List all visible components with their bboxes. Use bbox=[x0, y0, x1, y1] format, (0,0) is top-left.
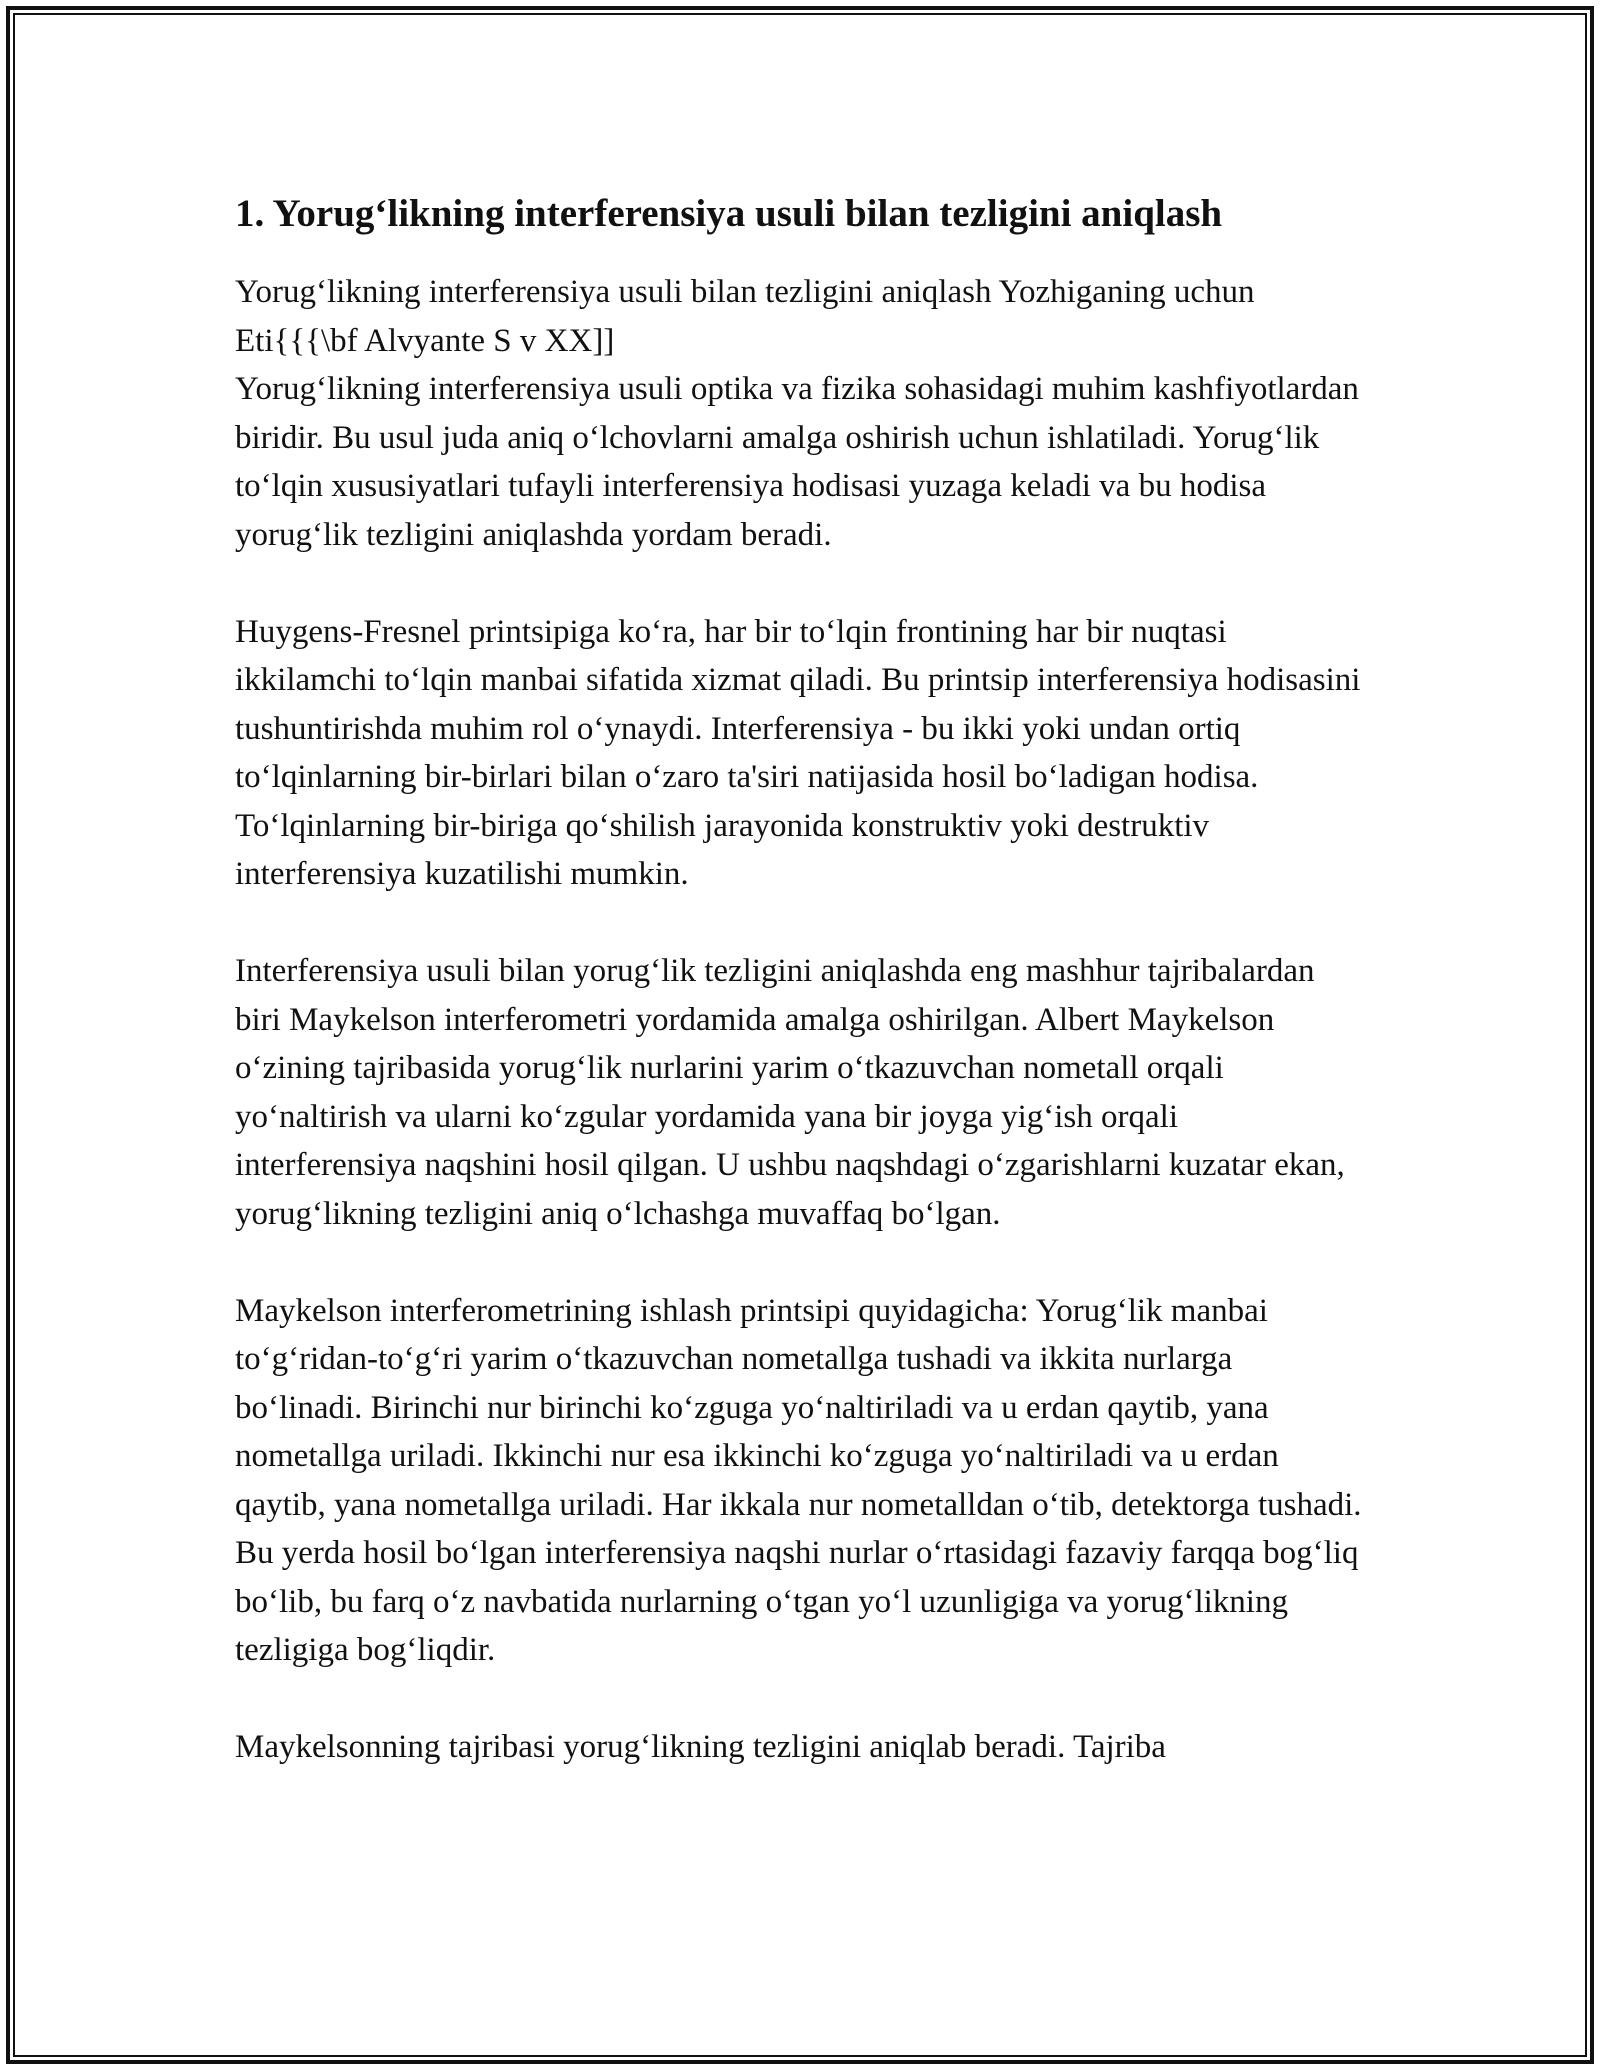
subtitle-line: Yorug‘likning interferensiya usuli bilan tezligini aniqlash Yozhiganing uchun Eti{{{\bf Alvyante S v XX]] bbox=[235, 274, 1255, 359]
paragraph-3: Interferensiya usuli bilan yorug‘lik tezligini aniqlashda eng mashhur tajribalardan biri Maykelson interferometri yordamida amalga oshirilgan. Albert Maykelson o‘zining tajribasida yorug‘lik nurlarini yarim o‘tkazuvchan nometall orqali yo‘naltirish va ularni ko‘zgular yordamida yana bir joyga yig‘ish orqali interferensiya naqshini hosil qilgan. U ushbu naqshdagi o‘zgarishlarni kuzatar ekan, yorug‘likning tezligini aniq o‘lchashga muvaffaq bo‘lgan. bbox=[235, 953, 1345, 1232]
paragraph-5: Maykelsonning tajribasi yorug‘likning tezligini aniqlab beradi. Tajriba bbox=[235, 1729, 1166, 1765]
paragraph-1: Yorug‘likning interferensiya usuli optika va fizika sohasidagi muhim kashfiyotlardan biridir. Bu usul juda aniq o‘lchovlarni amalga oshirish uchun ishlatiladi. Yorug‘lik to‘lqin xususiyatlari tufayli interferensiya hodisasi yuzaga keladi va bu hodisa yorug‘lik tezligini aniqlashda yordam beradi. bbox=[235, 371, 1359, 553]
document-title: 1. Yorug‘likning interferensiya usuli bilan tezligini aniqlash bbox=[235, 192, 1223, 235]
paragraph-2: Huygens-Fresnel printsipiga ko‘ra, har bir to‘lqin frontining har bir nuqtasi ikkilamchi to‘lqin manbai sifatida xizmat qiladi. Bu printsip interferensiya hodisasini tushuntirishda muhim rol o‘ynaydi. Interferensiya - bu ikki yoki undan ortiq to‘lqinlarning bir-birlari bilan o‘zaro ta'siri natijasida hosil bo‘ladigan hodisa. To‘lqinlarning bir-biriga qo‘shilish jarayonida konstruktiv yoki destruktiv interferensiya kuzatilishi mumkin. bbox=[235, 613, 1361, 892]
paragraph-4: Maykelson interferometrining ishlash printsipi quyidagicha: Yorug‘lik manbai to‘g‘ridan-to‘g‘ri yarim o‘tkazuvchan nometallga tushadi va ikkita nurlarga bo‘linadi. Birinchi nur birinchi ko‘zguga yo‘naltiriladi va u erdan qaytib, yana nometallga uriladi. Ikkinchi nur esa ikkinchi ko‘zguga yo‘naltiriladi va u erdan qaytib, yana nometallga uriladi. Har ikkala nur nometalldan o‘tib, detektorga tushadi. Bu yerda hosil bo‘lgan interferensiya naqshi nurlar o‘rtasidagi fazaviy farqqa bog‘liq bo‘lib, bu farq o‘z navbatida nurlarning o‘tgan yo‘l uzunligiga va yorug‘likning tezligiga bog‘liqdir. bbox=[235, 1292, 1362, 1668]
document-body bbox=[235, 186, 1365, 1820]
